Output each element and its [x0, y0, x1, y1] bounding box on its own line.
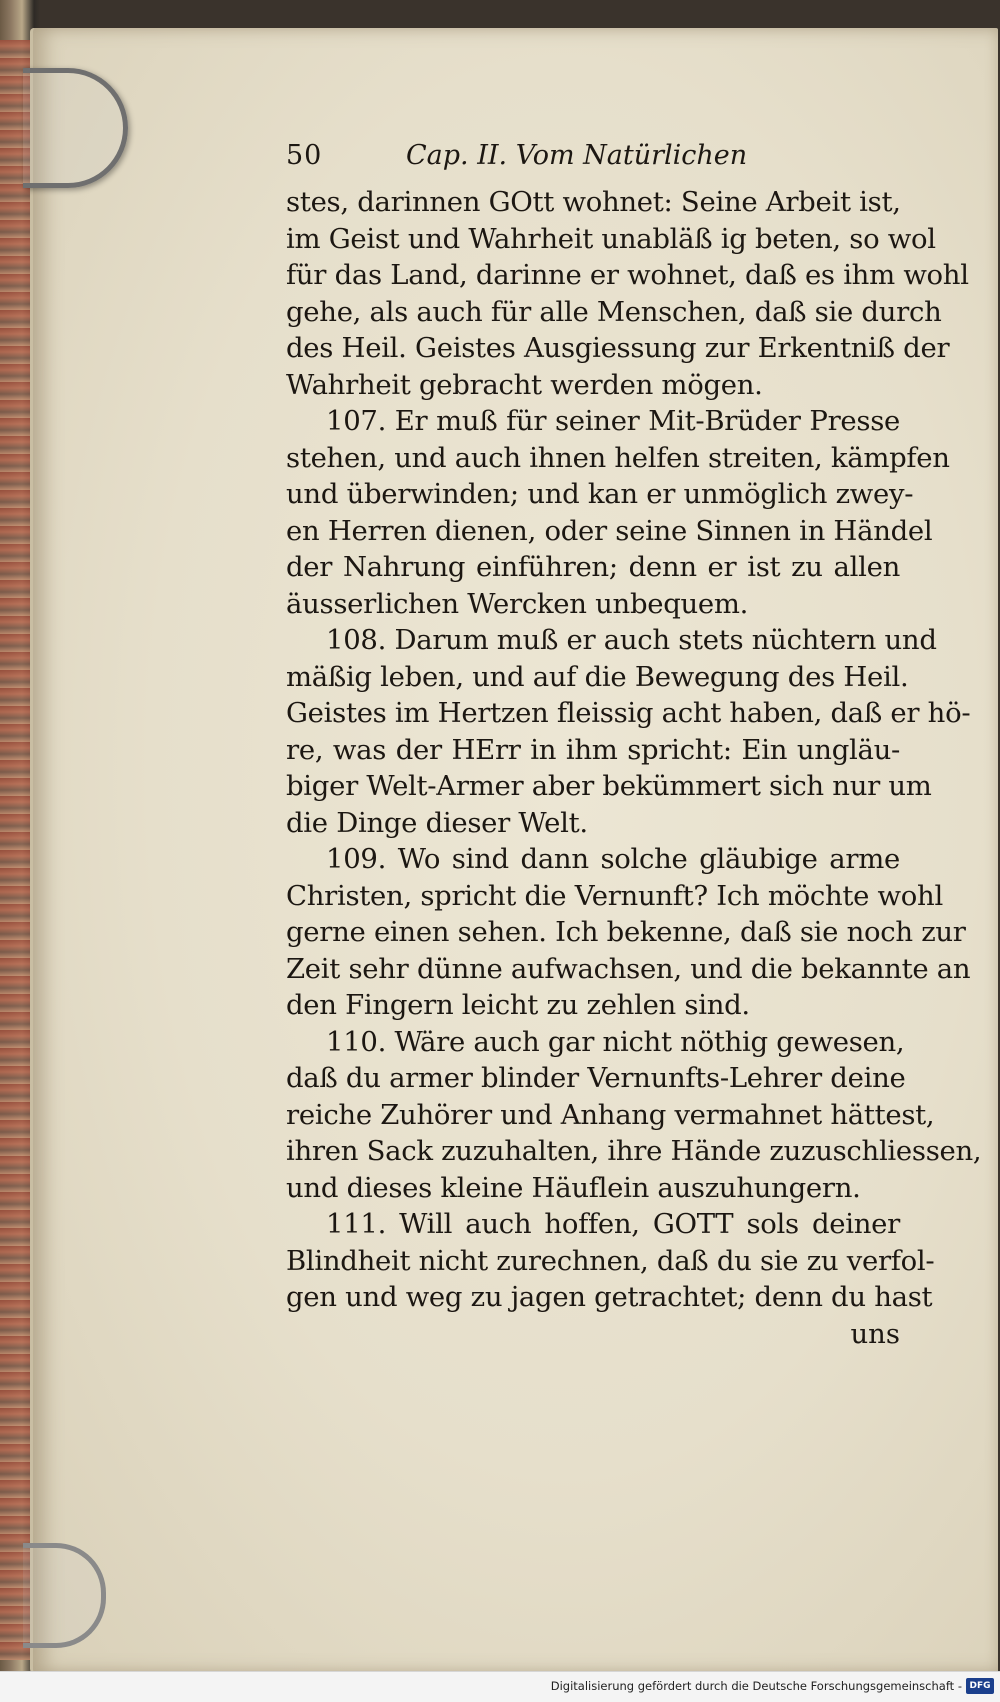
- text-line: äusserlichen Wercken unbequem.: [286, 587, 749, 620]
- text-line: gen und weg zu jagen getrachtet; denn du hast: [286, 1281, 933, 1313]
- funding-credit: Digitalisierung gefördert durch die Deutsche Forschungsgemeinschaft -: [550, 1679, 962, 1693]
- text-line: der Nahrung einführen; denn er ist zu allen: [286, 551, 900, 583]
- page-clip-top: [23, 68, 128, 188]
- text-line: und überwinden; und kan er unmöglich zwey-: [286, 478, 914, 510]
- digitization-footer: [0, 1671, 1000, 1702]
- text-line: Geistes im Hertzen fleissig acht haben, daß er hö-: [286, 697, 971, 729]
- text-line: reiche Zuhörer und Anhang vermahnet hättest,: [286, 1098, 935, 1131]
- text-line: en Herren dienen, oder seine Sinnen in Händel: [286, 514, 933, 547]
- paragraph-111-start: 111. Will auch hoffen, GOTT sols deiner: [326, 1208, 900, 1240]
- page-number: 50: [286, 140, 323, 171]
- text-line: des Heil. Geistes Ausgiessung zur Erkentniß der: [286, 332, 950, 364]
- text-line: Wahrheit gebracht werden mögen.: [286, 368, 763, 401]
- text-block: [286, 140, 982, 1352]
- paragraph-109-start: 109. Wo sind dann solche gläubige arme: [326, 843, 900, 875]
- dfg-logo-icon: DFG: [966, 1678, 994, 1694]
- text-line: gerne einen sehen. Ich bekenne, daß sie noch zur: [286, 916, 966, 948]
- page-header: [286, 140, 900, 184]
- text-line: für das Land, darinne er wohnet, daß es ihm wohl: [286, 259, 969, 291]
- text-line: den Fingern leicht zu zehlen sind.: [286, 989, 750, 1021]
- text-line: mäßig leben, und auf die Bewegung des Heil.: [286, 660, 909, 693]
- text-line: biger Welt-Armer aber bekümmert sich nur um: [286, 770, 932, 802]
- paragraph-107-start: 107. Er muß für seiner Mit-Brüder Presse: [326, 405, 900, 437]
- running-head: Cap. II. Vom Natürlichen: [406, 140, 748, 171]
- text-line: stes, darinnen GOtt wohnet: Seine Arbeit ist,: [286, 186, 901, 218]
- text-line: Christen, spricht die Vernunft? Ich möchte wohl: [286, 879, 943, 912]
- text-line: und dieses kleine Häuflein auszuhungern.: [286, 1171, 861, 1204]
- text-line: stehen, und auch ihnen helfen streiten, kämpfen: [286, 441, 950, 474]
- page-clip-bottom: [23, 1543, 106, 1648]
- text-line: Zeit sehr dünne aufwachsen, und die bekannte an: [286, 952, 971, 985]
- text-line: daß du armer blinder Vernunfts-Lehrer deine: [286, 1062, 906, 1094]
- text-line: Blindheit nicht zurechnen, daß du sie zu verfol-: [286, 1244, 935, 1277]
- text-line: im Geist und Wahrheit unabläß ig beten, so wol: [286, 222, 936, 255]
- text-line: die Dinge dieser Welt.: [286, 806, 588, 839]
- text-line: ihren Sack zuzuhalten, ihre Hände zuzuschliessen,: [286, 1135, 982, 1167]
- text-line: gehe, als auch für alle Menschen, daß sie durch: [286, 295, 942, 328]
- paragraph-110-start: 110. Wäre auch gar nicht nöthig gewesen,: [326, 1025, 905, 1058]
- paragraph-108-start: 108. Darum muß er auch stets nüchtern und: [326, 624, 937, 656]
- text-line: re, was der HErr in ihm spricht: Ein ungläu-: [286, 733, 900, 766]
- catchword: uns: [850, 1317, 900, 1350]
